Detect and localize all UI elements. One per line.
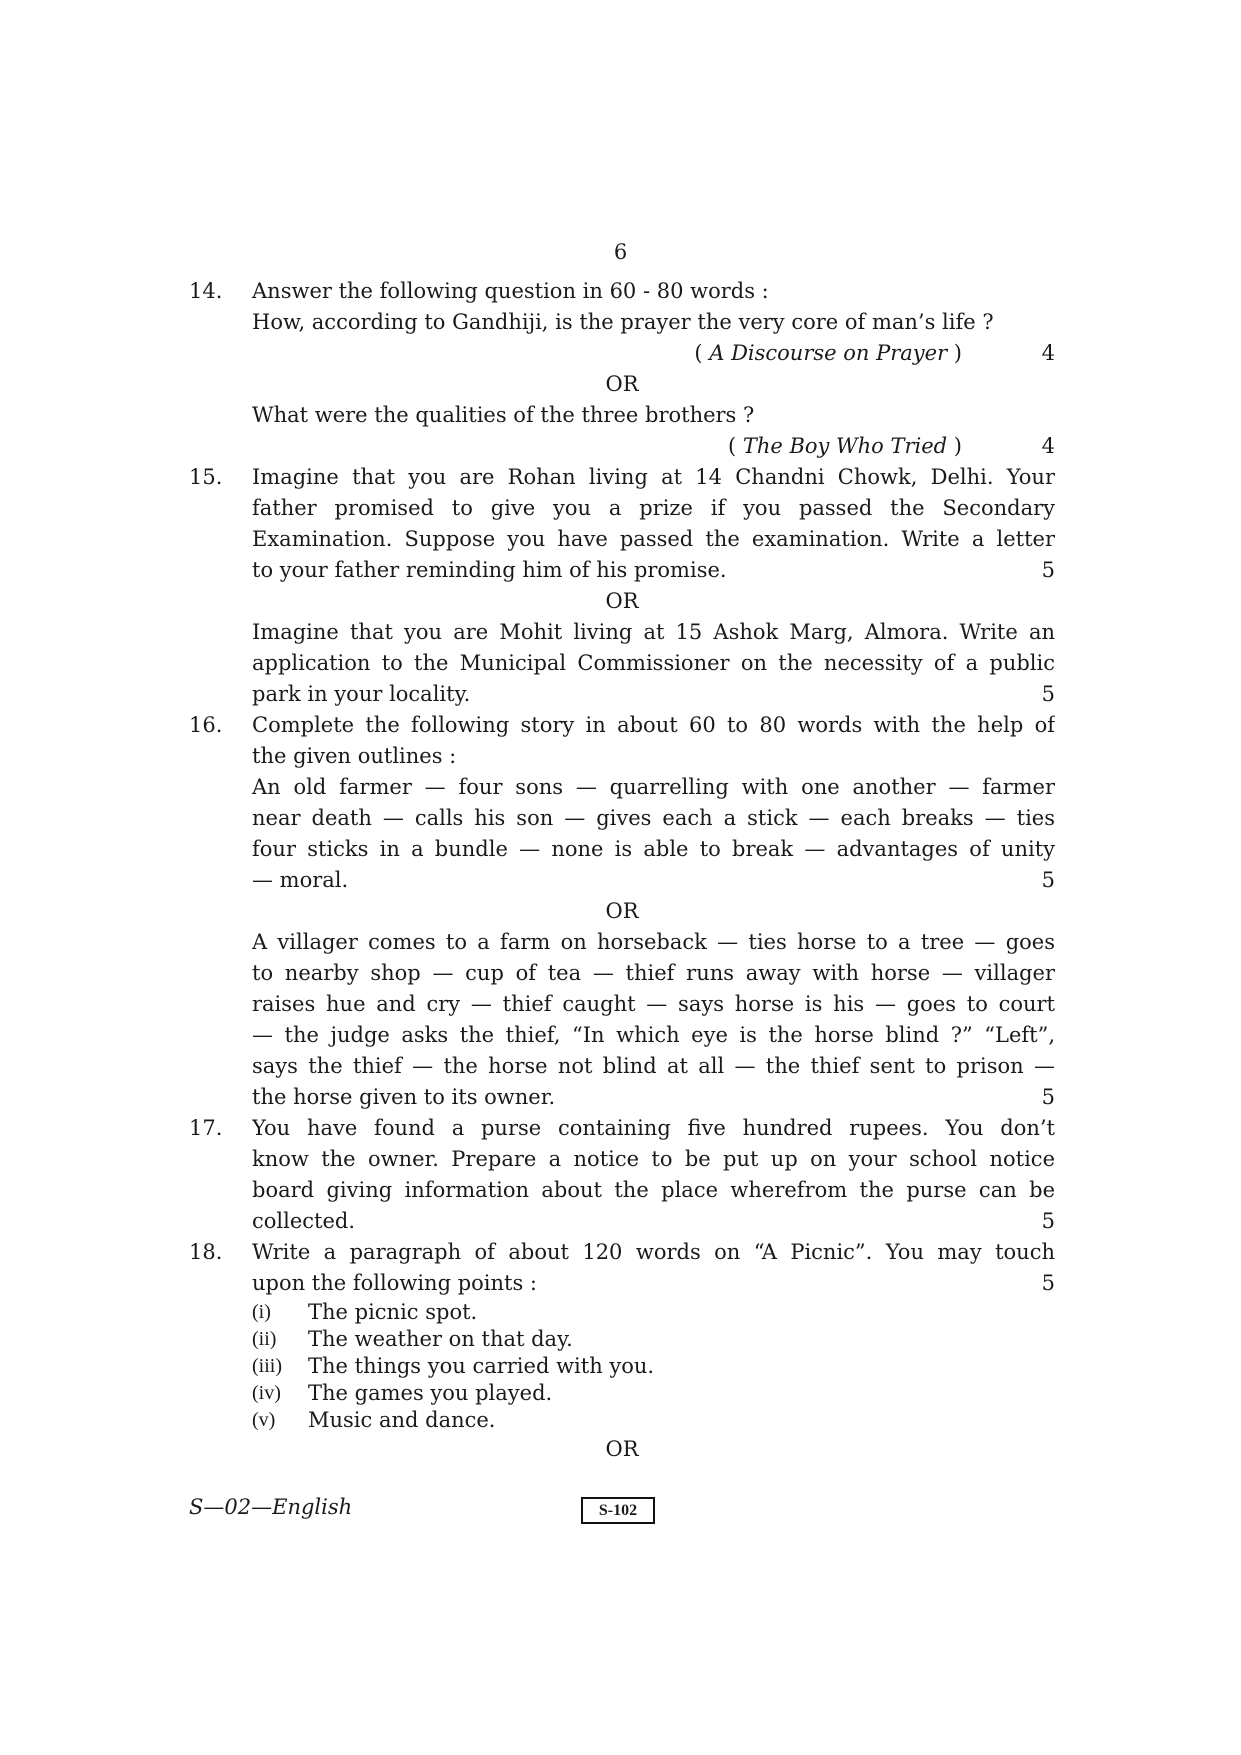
question-text: father promised to give you a prize if you passed the Secondary <box>252 496 1055 520</box>
question-text: Answer the following question in 60 - 80 words : <box>252 279 769 303</box>
question-14-alt-line <box>189 400 1055 431</box>
point-text: The weather on that day. <box>308 1327 573 1351</box>
point-text: The picnic spot. <box>308 1300 478 1324</box>
list-item <box>252 1299 1055 1326</box>
question-15-alt-line-2 <box>189 648 1055 679</box>
list-item <box>252 1326 1055 1353</box>
question-text: — moral. <box>252 868 349 892</box>
marks: 5 <box>1041 1271 1055 1295</box>
question-text: An old farmer — four sons — quarrelling with one another — farmer <box>252 775 1055 799</box>
question-16-alt-line-4 <box>189 1020 1055 1051</box>
question-16-alt-line-3 <box>189 989 1055 1020</box>
point-text: Music and dance. <box>308 1408 496 1432</box>
question-number: 18. <box>189 1240 223 1264</box>
question-text: park in your locality. <box>252 682 471 706</box>
question-16-alt-line-5 <box>189 1051 1055 1082</box>
question-text: Write a paragraph of about 120 words on “A Picnic”. You may touch <box>252 1240 1055 1264</box>
question-text: Imagine that you are Mohit living at 15 Ashok Marg, Almora. Write an <box>252 620 1055 644</box>
question-14-source-line <box>189 338 1055 369</box>
question-number: 14. <box>189 279 223 303</box>
point-list <box>252 1299 1055 1434</box>
marks: 5 <box>1041 558 1055 582</box>
question-text: You have found a purse containing five hundred rupees. You don’t <box>252 1116 1055 1140</box>
question-text: board giving information about the place wherefrom the purse can be <box>252 1178 1055 1202</box>
point-number: (v) <box>252 1409 276 1431</box>
or-separator: OR <box>605 372 639 396</box>
list-item <box>252 1380 1055 1407</box>
marks: 4 <box>1041 341 1055 365</box>
question-15-line-2 <box>189 493 1055 524</box>
question-text: A villager comes to a farm on horseback — ties horse to a tree — goes <box>252 930 1055 954</box>
question-number: 15. <box>189 465 223 489</box>
question-number: 16. <box>189 713 223 737</box>
question-text: to nearby shop — cup of tea — thief runs away with horse — villager <box>252 961 1055 985</box>
question-text: near death — calls his son — gives each a stick — each breaks — ties <box>252 806 1055 830</box>
question-16-line-6 <box>189 865 1055 896</box>
list-item <box>252 1353 1055 1380</box>
question-15-line-3 <box>189 524 1055 555</box>
question-16-line-2 <box>189 741 1055 772</box>
question-text: the horse given to its owner. <box>252 1085 556 1109</box>
marks: 5 <box>1041 1209 1055 1233</box>
marks: 5 <box>1041 1085 1055 1109</box>
or-separator: OR <box>605 899 639 923</box>
question-15-alt-line-3 <box>189 679 1055 710</box>
question-16-line-5 <box>189 834 1055 865</box>
question-17-line-1 <box>189 1113 1055 1144</box>
point-number: (iv) <box>252 1382 281 1404</box>
question-16-line-4 <box>189 803 1055 834</box>
footer-subject-code: S—02—English <box>189 1495 353 1519</box>
point-number: (ii) <box>252 1328 277 1350</box>
question-text: Imagine that you are Rohan living at 14 Chandni Chowk, Delhi. Your <box>252 465 1055 489</box>
question-17-line-3 <box>189 1175 1055 1206</box>
question-text: collected. <box>252 1209 356 1233</box>
marks: 4 <box>1041 434 1055 458</box>
question-15-alt-line-1 <box>189 617 1055 648</box>
or-separator: OR <box>605 1437 639 1461</box>
question-text: — the judge asks the thief, “In which eye is the horse blind ?” “Left”, <box>252 1023 1055 1047</box>
point-text: The games you played. <box>308 1381 553 1405</box>
point-number: (i) <box>252 1301 271 1323</box>
question-text: know the owner. Prepare a notice to be put up on your school notice <box>252 1147 1055 1171</box>
question-content <box>189 276 1055 1465</box>
question-14-line-2 <box>189 307 1055 338</box>
question-15-line-1 <box>189 462 1055 493</box>
question-18-line-2 <box>189 1268 1055 1299</box>
question-text: to your father reminding him of his promise. <box>252 558 727 582</box>
question-18-line-1 <box>189 1237 1055 1268</box>
question-text: How, according to Gandhiji, is the prayer the very core of man’s life ? <box>252 310 994 334</box>
footer-paper-code-badge: S-102 <box>581 1497 655 1524</box>
page-number: 6 <box>613 240 628 264</box>
question-text: upon the following points : <box>252 1271 537 1295</box>
question-text: says the thief — the horse not blind at all — the thief sent to prison — <box>252 1054 1055 1078</box>
question-number: 17. <box>189 1116 223 1140</box>
point-text: The things you carried with you. <box>308 1354 655 1378</box>
question-16-alt-line-2 <box>189 958 1055 989</box>
list-item <box>252 1407 1055 1434</box>
question-text: Examination. Suppose you have passed the examination. Write a letter <box>252 527 1055 551</box>
marks: 5 <box>1041 868 1055 892</box>
question-17-line-2 <box>189 1144 1055 1175</box>
or-separator: OR <box>605 589 639 613</box>
question-14-line-1 <box>189 276 1055 307</box>
question-15-line-4 <box>189 555 1055 586</box>
question-text: application to the Municipal Commissioner on the necessity of a public <box>252 651 1055 675</box>
point-number: (iii) <box>252 1355 282 1377</box>
question-text: raises hue and cry — thief caught — says horse is his — goes to court <box>252 992 1055 1016</box>
question-17-line-4 <box>189 1206 1055 1237</box>
question-text: Complete the following story in about 60 to 80 words with the help of <box>252 713 1055 737</box>
question-16-line-3 <box>189 772 1055 803</box>
question-16-alt-line-1 <box>189 927 1055 958</box>
question-text: What were the qualities of the three brothers ? <box>252 403 755 427</box>
source-reference: ( A Discourse on Prayer ) <box>694 341 962 365</box>
question-text: four sticks in a bundle — none is able to break — advantages of unity <box>252 837 1055 861</box>
question-text: the given outlines : <box>252 744 457 768</box>
source-reference: ( The Boy Who Tried ) <box>727 434 962 458</box>
question-16-line-1 <box>189 710 1055 741</box>
question-14-alt-source-line <box>189 431 1055 462</box>
marks: 5 <box>1041 682 1055 706</box>
question-16-alt-line-6 <box>189 1082 1055 1113</box>
